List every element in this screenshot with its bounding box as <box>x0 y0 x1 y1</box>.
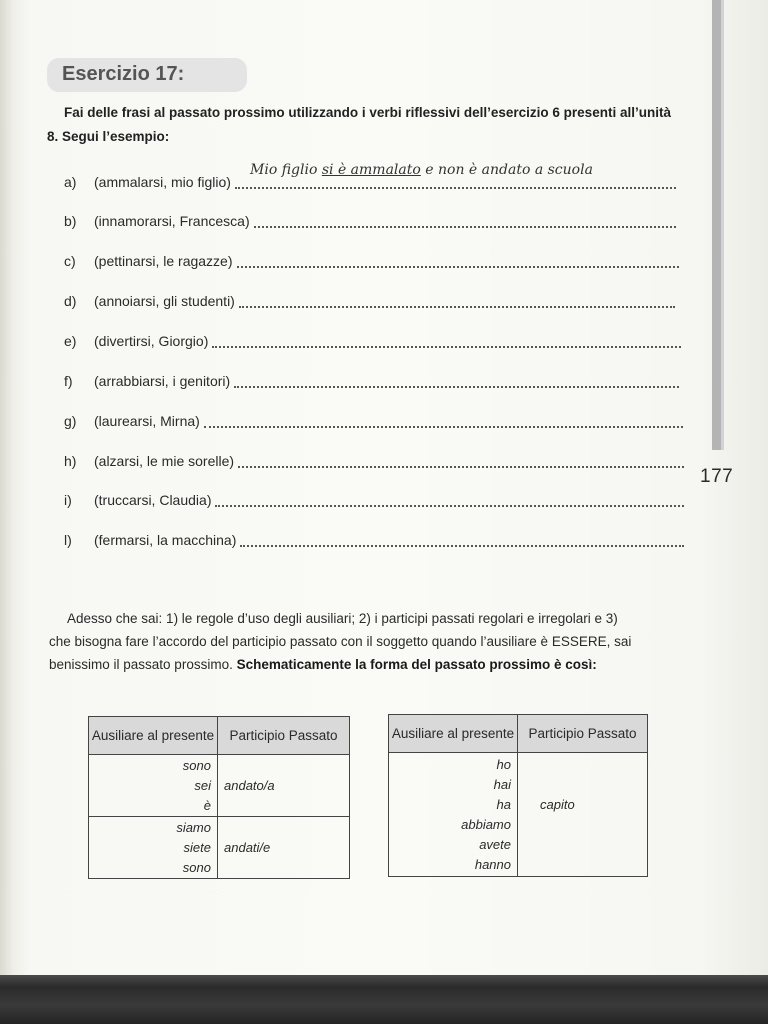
exercise-item-letter: g) <box>64 413 77 429</box>
aux-form: hai <box>493 776 511 792</box>
example-handwritten-answer <box>250 162 593 178</box>
answer-line[interactable] <box>215 505 684 507</box>
answer-text-underlined: si è ammalato <box>321 162 421 178</box>
answer-line[interactable] <box>254 226 676 228</box>
exercise-item-prompt: (arrabbiarsi, i genitori) <box>94 373 231 389</box>
table-essere-singular-participle: andato/a <box>218 755 350 817</box>
aux-form: hanno <box>474 856 511 872</box>
summary-paragraph-line-3 <box>49 657 597 672</box>
table-essere-plural-aux <box>89 817 218 879</box>
table-avere-header-aux: Ausiliare al presente <box>389 715 518 753</box>
table-essere-plural-participle: andati/e <box>218 817 350 879</box>
aux-form: siamo <box>176 819 211 835</box>
table-avere-participle: capito <box>518 753 648 877</box>
exercise-item <box>64 413 683 435</box>
table-essere <box>88 716 350 879</box>
answer-line[interactable] <box>234 386 679 388</box>
answer-line[interactable] <box>237 266 679 268</box>
table-avere-header-participle: Participio Passato <box>518 715 648 753</box>
aux-form: sono <box>182 859 211 875</box>
aux-form: è <box>203 797 211 813</box>
answer-line[interactable] <box>212 346 681 348</box>
exercise-item-letter: a) <box>64 174 77 190</box>
exercise-item <box>64 213 676 235</box>
exercise-item-prompt: (annoiarsi, gli studenti) <box>94 293 235 309</box>
exercise-item-letter: h) <box>64 453 77 469</box>
exercise-item <box>64 532 684 554</box>
summary-paragraph-text: benissimo il passato prossimo. <box>49 657 237 672</box>
exercise-item <box>64 333 681 355</box>
aux-form: sono <box>182 757 211 773</box>
exercise-item-prompt: (fermarsi, la macchina) <box>94 532 237 548</box>
summary-paragraph-line-2: che bisogna fare l’accordo del participio passato con il soggetto quando l’ausiliare è ESSERE, sai <box>49 634 632 649</box>
instructions-line-1: Fai delle frasi al passato prossimo utilizzando i verbi riflessivi dell’esercizio 6 presenti all’unità <box>64 105 671 120</box>
page-number: 177 <box>700 466 734 487</box>
instructions-line-2: 8. Segui l’esempio: <box>47 129 170 144</box>
table-essere-header-participle: Participio Passato <box>218 717 350 755</box>
exercise-item-prompt: (truccarsi, Claudia) <box>94 492 212 508</box>
table-essere-header-aux: Ausiliare al presente <box>89 717 218 755</box>
exercise-item-prompt: (divertirsi, Giorgio) <box>94 333 209 349</box>
margin-bar <box>712 0 721 450</box>
aux-form: ha <box>496 796 511 812</box>
exercise-item-prompt: (pettinarsi, le ragazze) <box>94 253 233 269</box>
exercise-item <box>64 453 684 475</box>
exercise-item-letter: i) <box>64 492 72 508</box>
exercise-item-prompt: (alzarsi, le mie sorelle) <box>94 453 235 469</box>
exercise-item <box>64 373 679 395</box>
summary-paragraph-bold: Schematicamente la forma del passato prossimo è così: <box>236 657 597 672</box>
table-avere <box>388 714 648 877</box>
aux-form: avete <box>479 836 511 852</box>
exercise-item-letter: e) <box>64 333 77 349</box>
answer-line[interactable] <box>204 426 683 428</box>
answer-text-pre: Mio figlio <box>250 162 322 178</box>
exercise-item-prompt: (innamorarsi, Francesca) <box>94 213 250 229</box>
exercise-item-prompt: (ammalarsi, mio figlio) <box>94 174 231 190</box>
aux-form: siete <box>183 839 211 855</box>
table-essere-singular-aux <box>89 755 218 817</box>
exercise-item <box>64 492 684 514</box>
exercise-title: Esercizio 17: <box>62 63 185 85</box>
answer-line[interactable] <box>240 545 684 547</box>
exercise-item-letter: d) <box>64 293 77 309</box>
page-binding-shadow <box>0 0 14 975</box>
margin-bar-edge <box>721 0 724 450</box>
answer-text-post: e non è andato a scuola <box>420 162 593 178</box>
table-avere-aux <box>389 753 518 877</box>
exercise-item <box>64 253 679 275</box>
summary-paragraph-line-1: Adesso che sai: 1) le regole d’uso degli ausiliari; 2) i participi passati regolari e irregolari e 3) <box>67 611 618 626</box>
answer-line[interactable] <box>238 466 684 468</box>
aux-form: ho <box>496 756 511 772</box>
exercise-item-letter: l) <box>64 532 72 548</box>
exercise-item-letter: f) <box>64 373 73 389</box>
aux-form: abbiamo <box>461 816 511 832</box>
answer-line[interactable] <box>235 187 676 189</box>
exercise-item-letter: c) <box>64 253 76 269</box>
exercise-item <box>64 293 675 315</box>
aux-form: sei <box>194 777 211 793</box>
answer-line[interactable] <box>239 306 675 308</box>
scanner-edge-strip <box>0 975 768 1024</box>
exercise-item-letter: b) <box>64 213 77 229</box>
exercise-item-prompt: (laurearsi, Mirna) <box>94 413 200 429</box>
